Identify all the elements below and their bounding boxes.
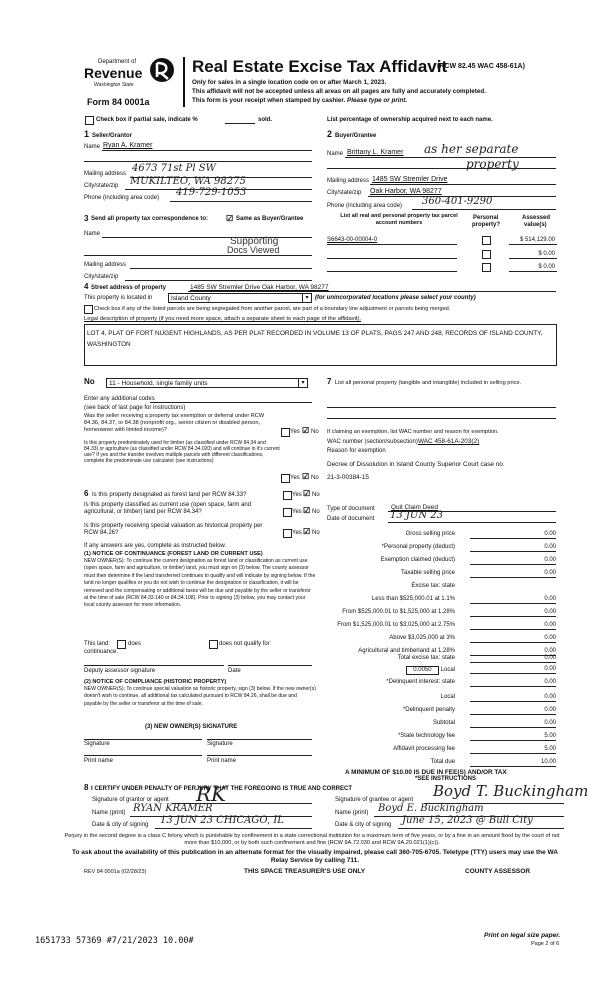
q-historic-yes-checkbox[interactable] <box>283 529 292 538</box>
parcel-value-line <box>509 258 557 259</box>
section5-no: No <box>84 377 95 386</box>
grantee-signature[interactable]: Boyd T. Buckingham <box>433 782 589 800</box>
segregated-checkbox[interactable] <box>84 305 93 314</box>
partial-sale-checkbox[interactable] <box>85 116 94 125</box>
q-forest: Is this property designated as forest land per RCW 84.33? <box>92 492 247 498</box>
buyer-heading: Buyer/Grantee <box>335 133 377 139</box>
corr-heading-no: 3 <box>84 214 89 223</box>
personal-property-checkbox[interactable] <box>482 263 491 272</box>
seller-heading: Seller/Grantor <box>92 133 133 139</box>
owner-signature-label-2: Signature <box>207 741 233 747</box>
parcel-value-line <box>509 244 557 245</box>
chevron-down-icon: ▾ <box>298 379 307 387</box>
header-divider <box>183 57 185 107</box>
wac-label: WAC number (section/subsection) <box>327 439 418 445</box>
parcel-col-2a: Personal <box>473 215 499 221</box>
legal-description: LOT 4, PLAT OF FORT NUGENT HIGHLANDS, AS PER PLAT RECORDED IN VOLUME 13 OF PLATS, PAGS 247 AND 248, RECORDS OF ISLAND COUNTY, WASHINGTON <box>87 330 543 348</box>
rev-number: REV 84 0001a (02/28/23) <box>84 869 147 875</box>
q-forest-yes-checkbox[interactable] <box>283 491 292 500</box>
q-current-use-yes: Yes <box>292 509 302 515</box>
parcel-number-line <box>327 244 457 245</box>
form-title: Real Estate Excise Tax Affidavit <box>192 57 448 76</box>
total-label: Total due <box>430 759 455 765</box>
owner-signature-label: Signature <box>84 741 110 747</box>
calc-value[interactable]: 0.00 <box>470 622 556 630</box>
corr-name-line <box>102 237 312 238</box>
calc-value[interactable]: 0.00 <box>470 648 556 656</box>
partial-sold: sold. <box>258 117 273 123</box>
owner-print-label-2: Print name <box>207 758 237 764</box>
form-rcw: (RCW 82.45 WAC 458-61A) <box>437 63 525 70</box>
this-land: This land: <box>84 641 111 647</box>
owner-sig-line-2 <box>207 739 312 740</box>
parcel-col-2b: property? <box>472 222 501 228</box>
total-due[interactable]: 10.00 <box>470 759 556 767</box>
calc-value[interactable]: 0.00 <box>470 609 556 617</box>
street-label: Street address of property <box>91 285 167 291</box>
parcel-row <box>327 236 557 246</box>
logo-dept-top: Department of <box>98 59 137 65</box>
proc-fee[interactable]: 5.00 <box>470 746 556 754</box>
segregated-label: Check box if any of the listed parcels are being segregated from another parcel, are part of a boundary line adjustment or parcels being merged. <box>94 306 451 312</box>
q-historic: Is this property receiving special valuation as historical property per RCW 84.26? <box>84 523 263 536</box>
q-current-use: Is this property classified as current use (open space, farm and agricultural, or timber) land per RCW 84.34? <box>84 502 252 515</box>
seller-name[interactable]: Ryan A. Kramer <box>103 142 153 149</box>
tech-fee-label: *State technology fee <box>397 733 455 739</box>
street-line <box>188 291 556 292</box>
calc-label: Less than $525,000.01 at 1.1% <box>371 596 455 602</box>
parcel-col-1: List all real and personal property tax parcel account numbers <box>340 213 458 226</box>
calc-value[interactable]: 0.00 <box>470 635 556 643</box>
q-forest-no: No <box>312 492 320 498</box>
seller-mailing[interactable]: 4673 71st Pl SW <box>132 163 216 174</box>
does-not-checkbox[interactable] <box>209 640 218 649</box>
seller-city[interactable]: MUKILTEO, WA 98275 <box>130 176 246 187</box>
perjury-notice: Perjury in the second degree is a class C felony which is punishable by confinement in a state correctional institution for a maximum term of five years, or by a fine in an amount fixed by the court of not more than $10,000, or by both such confinement and fine (RCW 9A.72.030 and RCW 9A.20.021(1)(c)). <box>64 833 560 846</box>
corr-same-as: Same as Buyer/Grantee <box>236 216 304 222</box>
parcel-value[interactable]: $ 514,129.00 <box>519 237 555 243</box>
print-legal: Print on legal size paper. <box>484 932 561 939</box>
parcel-row <box>327 263 557 273</box>
grantee-date-city[interactable]: June 15, 2023 @ Bull City <box>402 815 533 826</box>
q-exemption: Was the seller receiving a property tax exemption or deferral under RCW 84.36, 84.37, or 84.38 (nonprofit org., senior citizen or disabled person, homeowner with limited income)? <box>84 413 265 433</box>
owner-print-label: Print name <box>84 758 114 764</box>
pp-line-1 <box>327 407 556 408</box>
calc-label: Taxable selling price <box>400 570 455 576</box>
continuance: continuance. <box>84 649 119 655</box>
parcel-value[interactable]: $ 0.00 <box>538 251 555 257</box>
parcel-number[interactable]: S6643-00-00004-0 <box>327 237 378 243</box>
calc-label: Exemption claimed (deduct) <box>380 557 455 563</box>
legal-label: Legal description of property (if you need more space, attach a separate sheet to each page of the affidavit). <box>84 316 362 322</box>
buyer-name-note-1: as her separate <box>424 142 519 156</box>
corr-mailing-line <box>130 268 312 269</box>
county-note: (for unincorporated locations please select your county) <box>315 295 476 301</box>
q-exemption-yes: Yes <box>290 429 300 435</box>
deputy-date-line <box>228 665 312 666</box>
corr-heading: Send all property tax correspondence to: <box>91 216 209 222</box>
dor-logo-icon <box>148 57 176 83</box>
add-codes-line <box>150 402 312 403</box>
calc-value[interactable]: 0.00 <box>470 544 556 552</box>
personal-property-checkbox[interactable] <box>482 250 491 259</box>
q-timber-yes: Yes <box>290 475 300 481</box>
partial-pct-line <box>225 123 255 124</box>
does-label: does <box>128 641 142 647</box>
located-label: This property is located in <box>84 295 153 301</box>
new-owner-sig: (3) NEW OWNER(S) SIGNATURE <box>145 724 238 730</box>
penalty-label: *Delinquent penalty <box>402 707 455 713</box>
seller-name-label: Name <box>84 144 101 150</box>
section7-no: 7 <box>327 377 332 386</box>
owner-sig-line-1 <box>84 739 202 740</box>
corr-name-label: Name <box>84 231 101 237</box>
list-pct-note: List percentage of ownership acquired next to each name. <box>327 117 493 123</box>
header-line-3b: Please type or print. <box>347 97 408 104</box>
calc-label: From $1,525,000.01 to $3,025,000 at 2.75% <box>337 622 455 628</box>
does-not-label: does not qualify for <box>219 641 270 647</box>
notice2-title: (2) NOTICE OF COMPLIANCE (HISTORIC PROPERTY) <box>84 679 227 685</box>
penalty[interactable]: 0.00 <box>470 707 556 715</box>
deputy-date-label: Date <box>228 668 241 674</box>
grantor-name[interactable]: RYAN KRAMER <box>133 803 213 814</box>
grantor-sig-label: Signature of grantor or agent <box>92 797 169 803</box>
doc-type[interactable]: Quit Claim Deed <box>391 504 438 511</box>
page-number: Page 2 of 6 <box>531 941 560 947</box>
q-timber: Is this property predominately used for timber (as classified under RCW 84.34 and 84.33) or agriculture (as classified under RCW 84.34.020) and will continue in it's current use? If yes and the transfer involves multiple parcels with different classifications, complete the predominate use calculator (see instructions) <box>84 440 280 464</box>
street-address[interactable]: 1485 SW Stremler Drive Oak Harbor, WA 98277 <box>190 284 329 291</box>
section6-no: 6 <box>84 489 89 498</box>
county-select[interactable] <box>168 293 312 303</box>
personal-property-checkbox[interactable] <box>482 236 491 245</box>
q-exemption-no-check[interactable]: ☑ <box>302 426 310 435</box>
interest-local-label: Local <box>440 694 455 700</box>
q-timber-no-check[interactable]: ☑ <box>302 472 310 481</box>
logo-state: Washington State <box>94 82 134 88</box>
buyer-name-line <box>345 157 556 158</box>
legal-description-box[interactable] <box>84 324 557 366</box>
notice2-text: NEW OWNER(S): To continue special valuation as historic property, sign (3) below. If the new owner(s) doesn't wish to continue, all additional tax calculated pursuant to RCW 84.26, shall be due and payable by the seller or transferor at the time of sale. <box>84 686 316 707</box>
alt-format-notice: To ask about the availability of this publication in an alternate format for the visually impaired, please call 360-705-6705. Teletype (TTY) users may use the WA Relay Service by calling 711. <box>72 849 558 864</box>
header-line-1: Only for sales in a single location code on or after March 1, 2023. <box>192 79 387 86</box>
parcel-value[interactable]: $ 0.00 <box>538 264 555 270</box>
local-rate: 0.0050 <box>413 667 432 673</box>
grantor-signature[interactable]: RK <box>196 782 226 806</box>
grantee-name[interactable]: Boyd E. Buckingham <box>378 803 484 814</box>
corr-mailing-label: Mailing address <box>84 262 127 268</box>
section8-no: 8 <box>84 783 89 792</box>
parcel-col-3b: value(s) <box>524 222 547 228</box>
grantor-date-line <box>155 828 312 829</box>
q-exemption-yes-checkbox[interactable] <box>281 428 290 437</box>
owner-print-line-1 <box>84 755 202 756</box>
partial-sale-label: Check box if partial sale, indicate % <box>96 117 198 123</box>
calc-label: *Personal property (deduct) <box>381 544 455 550</box>
grantee-date-label: Date & city of signing <box>335 822 392 828</box>
seller-name-line-2 <box>84 161 312 162</box>
seller-city-label: City/state/zip <box>84 183 119 189</box>
q-historic-yes: Yes <box>292 530 302 536</box>
notice1-title: (1) NOTICE OF CONTINUANCE (FOREST LAND OR CURRENT USE) <box>84 551 263 557</box>
calc-value[interactable]: 0.00 <box>470 570 556 578</box>
calc-label: From $525,000.01 to $1,525,000 at 1.28% <box>342 609 455 615</box>
exemption-note: If claiming an exemption, list WAC number and reason for exemption. <box>327 429 499 435</box>
proc-fee-label: Affidavit processing fee <box>393 746 455 752</box>
grantee-sig-label: Signature of grantee or agent <box>335 797 414 803</box>
add-codes-label: Enter any additional codes <box>84 396 155 402</box>
chevron-down-icon: ▾ <box>302 294 311 302</box>
tech-fee[interactable]: 5.00 <box>470 733 556 741</box>
buyer-city-label: City/state/zip <box>327 190 362 196</box>
minimum-1: A MINIMUM OF $10.00 IS DUE IN FEE(S) AND/OR TAX <box>345 769 507 776</box>
q-exemption-no: No <box>311 429 319 435</box>
q-forest-no-check[interactable]: ☑ <box>303 489 311 498</box>
county-assessor: COUNTY ASSESSOR <box>465 868 531 875</box>
buyer-heading-no: 2 <box>327 129 333 139</box>
certify: I CERTIFY UNDER PENALTY OF PERJURY THAT THE FOREGOING IS TRUE AND CORRECT <box>91 786 353 792</box>
local-label-row <box>406 666 455 675</box>
interest-state[interactable]: 0.00 <box>470 679 556 687</box>
grantee-name-label: Name (print) <box>335 810 369 816</box>
if-any: If any answers are yes, complete as instructed below. <box>84 543 227 549</box>
grantee-date-line <box>398 828 564 829</box>
calc-value[interactable]: 0.00 <box>470 531 556 539</box>
county-value: Island County <box>171 295 211 302</box>
logo-dept-name: Revenue <box>84 65 143 81</box>
parcel-row <box>327 250 557 260</box>
treasurer-use: THIS SPACE TREASURER'S USE ONLY <box>244 868 366 875</box>
grantor-date-city[interactable]: 13 JUN 23 CHICAGO, IL <box>160 815 284 826</box>
doc-date[interactable]: 13 JUN 23 <box>390 510 443 521</box>
parcel-col-3a: Assessed <box>522 215 551 221</box>
seller-heading-no: 1 <box>84 129 90 139</box>
notice1-text: NEW OWNER(S): To continue the current designation as forest land or classification as current use (open space, farm and agriculture, or timber) land, you must sign on (3) below. The county assessor must then determine if the land transferred continues to qualify and will indicate by signing below. If the land no longer qualifies or you do not wish to continue the designation or classification, it will be removed and the compensating or additional taxes will be due and payable by the seller or transferor at the time of sale (RCW 84.33.140 or 84.34.108). Prior to signing (3) below, you may contact your local county assessor for more information. <box>84 558 316 609</box>
wac-number[interactable]: WAC 458-61A-203(2) <box>418 438 480 445</box>
q-current-use-no: No <box>312 509 320 515</box>
buyer-mailing[interactable]: 1485 SW Stremler Drive <box>372 176 448 183</box>
corr-stamp-1: Supporting <box>230 236 279 247</box>
property-heading-no: 4 <box>84 282 89 291</box>
subtotal-label: Subtotal <box>432 720 455 726</box>
header-line-3 <box>192 97 407 104</box>
local-rate-box[interactable] <box>406 666 438 675</box>
reason-1[interactable]: Decree of Dissolution in Island County Superior Court case no. <box>327 461 505 468</box>
calc-value[interactable]: 0.00 <box>470 655 556 663</box>
buyer-name-line-2 <box>327 168 556 169</box>
form-number: Form 84 0001a <box>87 97 150 107</box>
local-value[interactable]: 0.00 <box>470 666 556 674</box>
subtotal[interactable]: 0.00 <box>470 720 556 728</box>
seller-phone-label: Phone (including area code) <box>84 195 160 201</box>
q-current-use-no-check[interactable]: ☑ <box>303 506 311 515</box>
doc-type-label: Type of document <box>327 506 375 512</box>
calc-label: Gross selling price <box>405 531 455 537</box>
deputy-line <box>84 665 224 666</box>
parcel-number-line <box>327 258 457 259</box>
grantor-date-label: Date & city of signing <box>92 822 149 828</box>
calc-label: Total excise tax: state <box>397 655 455 661</box>
corr-stamp-2: Docs Viewed <box>227 245 280 255</box>
dor-logo <box>84 57 179 99</box>
buyer-phone-line <box>412 209 556 210</box>
q-forest-yes: Yes <box>292 492 302 498</box>
calc-label: Agricultural and timberland at 1.28% <box>358 648 455 654</box>
see-back: (see back of last page for instructions) <box>84 405 186 411</box>
buyer-phone[interactable]: 360-401-9290 <box>422 196 493 207</box>
corr-city-line <box>125 280 312 281</box>
q-historic-no-check[interactable]: ☑ <box>303 527 311 536</box>
grantor-name-label: Name (print) <box>92 810 126 816</box>
buyer-city[interactable]: Oak Harbor, WA 98277 <box>370 188 442 195</box>
buyer-name-label: Name <box>327 151 344 157</box>
interest-state-label: *Delinquent interest: state <box>386 679 455 685</box>
buyer-name[interactable]: Brittany L. Kramer <box>347 149 404 156</box>
q-historic-no: No <box>312 530 320 536</box>
buyer-mailing-line <box>370 184 556 185</box>
seller-name-line <box>102 150 312 151</box>
corr-same-check[interactable]: ☑ <box>226 214 234 223</box>
buyer-name-note-2: property <box>466 157 519 171</box>
calc-label: Excise tax: state <box>411 583 455 589</box>
q-timber-yes-checkbox[interactable] <box>281 474 290 483</box>
use-code-value: 11 - Household, single family units <box>109 380 208 387</box>
personal-property-list: List all personal property (tangible and intangible) included in selling price. <box>335 380 522 386</box>
corr-city-label: City/state/zip <box>84 274 119 280</box>
reason-label: Reason for exemption <box>327 448 386 454</box>
pp-line-2 <box>327 418 556 419</box>
reason-2[interactable]: 21-3-00384-15 <box>327 474 369 481</box>
parcel-value-line <box>509 271 557 272</box>
calc-value[interactable]: 0.00 <box>470 596 556 604</box>
q-current-use-yes-checkbox[interactable] <box>283 508 292 517</box>
q-timber-no: No <box>311 475 319 481</box>
seller-phone-line <box>170 201 312 202</box>
doc-date-label: Date of document <box>327 516 375 522</box>
recording-stamp: 1651733 57369 #7/21/2023 10.00# <box>35 936 194 946</box>
does-checkbox[interactable] <box>117 640 126 649</box>
buyer-phone-label: Phone (including area code) <box>327 203 403 209</box>
owner-print-line-2 <box>207 755 312 756</box>
interest-local[interactable]: 0.00 <box>470 694 556 702</box>
use-code-select[interactable] <box>106 378 308 388</box>
local-label: Local <box>440 667 455 673</box>
seller-phone[interactable]: 419-729-1053 <box>176 187 247 198</box>
buyer-mailing-label: Mailing address <box>327 178 370 184</box>
calc-label: Above $3,025,000 at 3% <box>389 635 455 641</box>
minimum-2: *SEE INSTRUCTIONS <box>415 776 477 782</box>
calc-value[interactable]: 0.00 <box>470 557 556 565</box>
header-line-3a: This form is your receipt when stamped by cashier. <box>192 97 346 104</box>
parcel-number-line <box>327 271 457 272</box>
deputy-sig-label: Deputy assessor signature <box>84 668 156 674</box>
seller-mailing-label: Mailing address <box>84 171 127 177</box>
header-line-2: This affidavit will not be accepted unless all areas on all pages are fully and accurately completed. <box>192 88 486 95</box>
corr-line-2 <box>84 255 312 256</box>
doc-date-line <box>388 522 556 523</box>
